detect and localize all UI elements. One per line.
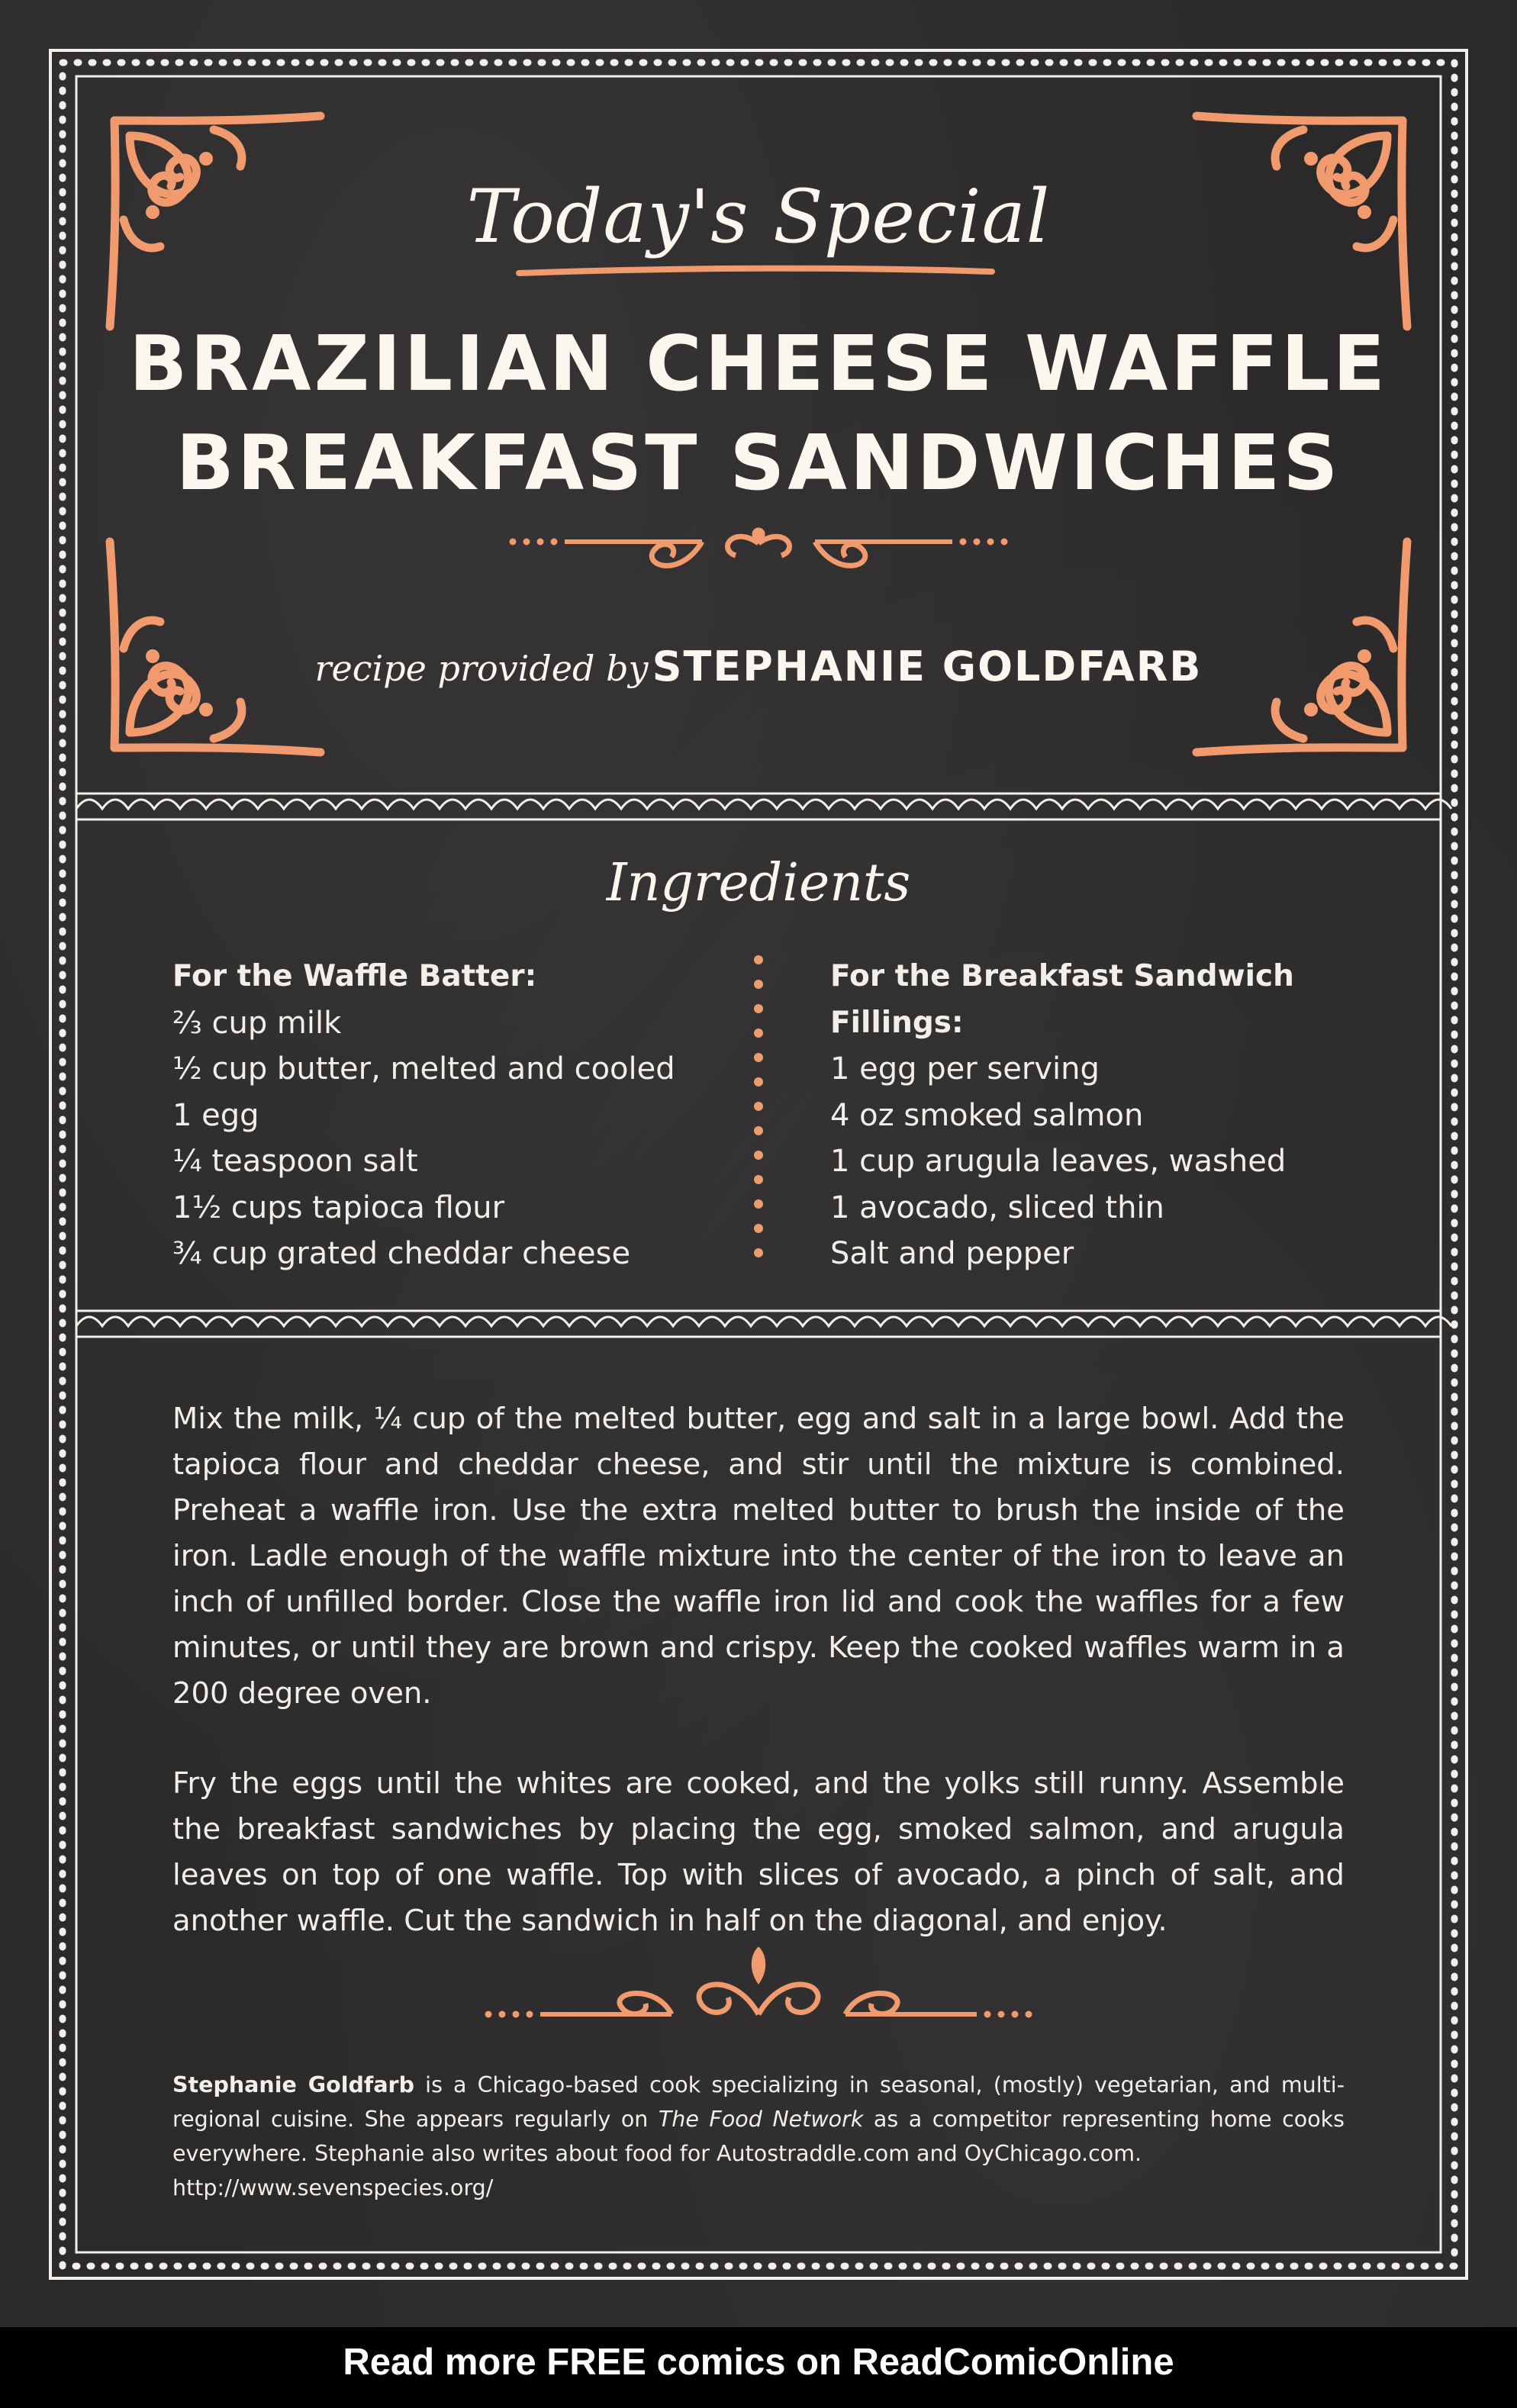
sandwich-fillings-list: [830, 954, 1380, 1277]
footer-banner-text[interactable]: Read more FREE comics on ReadComicOnline: [343, 2342, 1174, 2383]
list-item: ½ cup butter, melted and cooled: [172, 1051, 675, 1086]
sandwich-fillings-heading: For the Breakfast Sandwich Fillings:: [830, 959, 1294, 1040]
recipe-title-line-1: BRAZILIAN CHEESE WAFFLE: [129, 319, 1388, 408]
list-item: 1 egg: [172, 1097, 259, 1133]
credit-prefix: recipe provided by: [314, 648, 649, 689]
bio-text-2: as a competitor representing home cooks everywhere. Stephanie also writes about food for Autostraddle.com and OyChicago.com.: [172, 2107, 1345, 2166]
bio-show: The Food Network: [658, 2107, 864, 2132]
author-bio: [172, 2068, 1345, 2205]
list-item: ¾ cup grated cheddar cheese: [172, 1236, 631, 1271]
list-item: 1 egg per serving: [830, 1051, 1100, 1086]
credit-name: STEPHANIE GOLDFARB: [652, 642, 1203, 691]
method-paragraph: Fry the eggs until the whites are cooked, and the yolks still runny. Assemble the breakfast sandwiches by placing the egg, smoked salmon, and arugula leaves on top of one waffle. Top with slices of avocado, a pinch of salt, and another waffle. Cut the sandwich in half on the diagonal, and enjoy.: [172, 1766, 1345, 1938]
script-title: Today's Special: [466, 174, 1051, 259]
list-item: ¼ teaspoon salt: [172, 1144, 418, 1179]
list-item: 1 cup arugula leaves, washed: [830, 1144, 1287, 1179]
bio-text-1: is a Chicago-based cook specializing in seasonal, (mostly) vegetarian, and multi-regional cuisine. She appears regularly on: [172, 2072, 1345, 2132]
recipe-title-line-2: BREAKFAST SANDWICHES: [176, 418, 1341, 507]
list-item: 1½ cups tapioca flour: [172, 1190, 505, 1225]
bio-name: Stephanie Goldfarb: [172, 2072, 415, 2097]
waffle-batter-list: [172, 954, 722, 1277]
method-paragraph: Mix the milk, ¼ cup of the melted butter, egg and salt in a large bowl. Add the tapioca flour and cheddar cheese, and stir until the mixture is combined. Preheat a waffle iron. Use the extra melted butter to brush the inside of the iron. Ladle enough of the waffle mixture into the center of the iron to leave an inch of unfilled border. Close the waffle iron lid and cook the waffles for a few minutes, or until they are brown and crispy. Keep the cooked waffles warm in a 200 degree oven.: [172, 1402, 1345, 1711]
bio-url-link[interactable]: http://www.sevenspecies.org/: [172, 2175, 494, 2200]
ingredients-heading: Ingredients: [606, 853, 911, 913]
recipe-credit: [0, 642, 1517, 691]
list-item: 4 oz smoked salmon: [830, 1097, 1144, 1133]
method-text: [172, 1396, 1345, 1944]
list-item: ⅔ cup milk: [172, 1005, 342, 1041]
list-item: Salt and pepper: [830, 1236, 1074, 1271]
list-item: 1 avocado, sliced thin: [830, 1190, 1164, 1225]
waffle-batter-heading: For the Waffle Batter:: [172, 959, 537, 993]
